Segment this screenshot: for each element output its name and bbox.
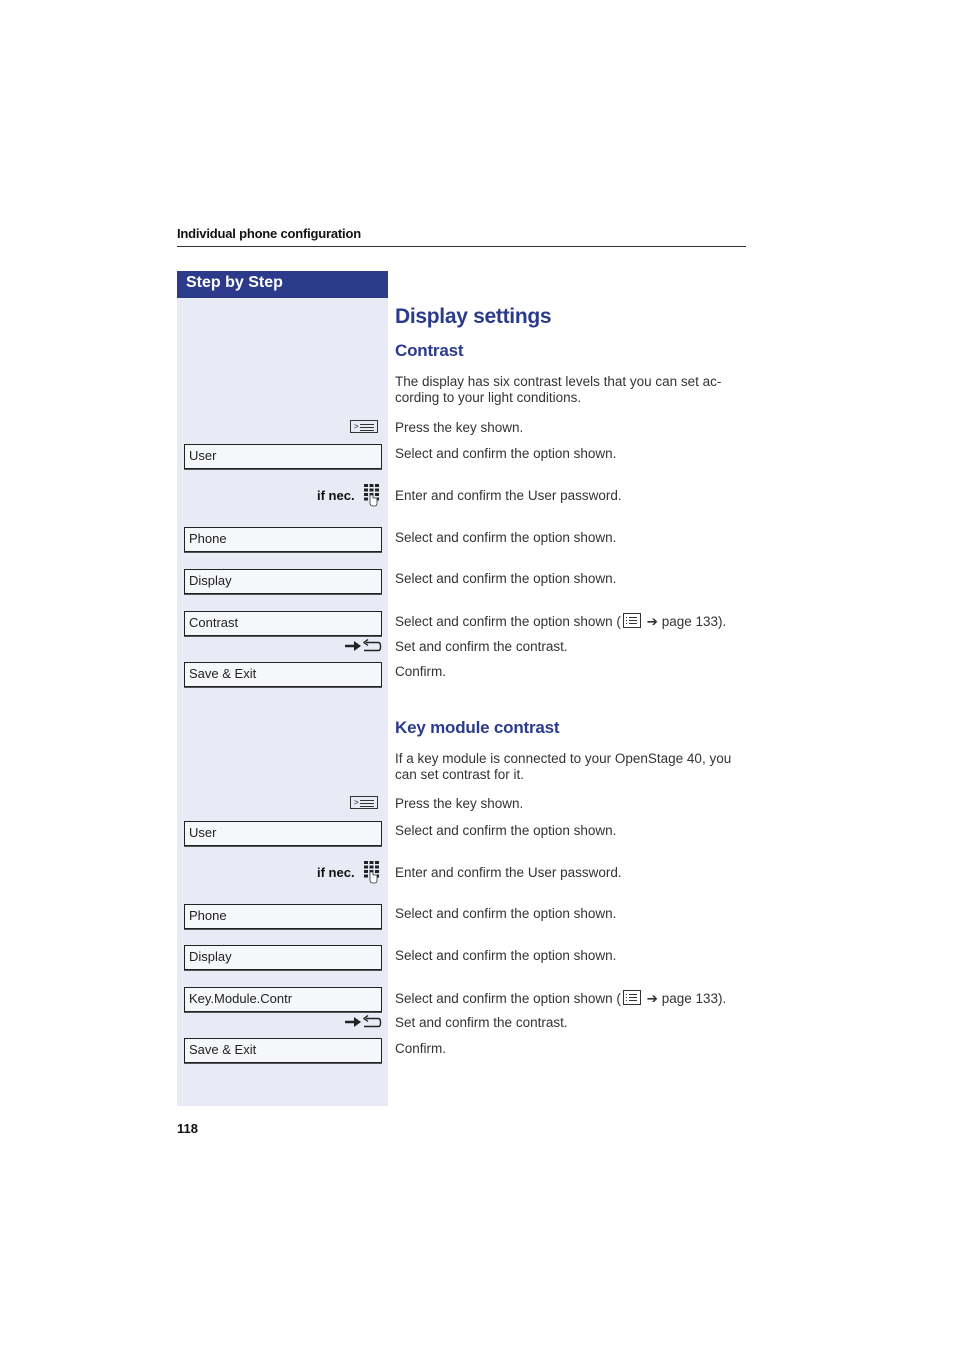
option-phone[interactable]: Phone bbox=[184, 527, 382, 552]
option-save-exit[interactable]: Save & Exit bbox=[184, 1038, 382, 1063]
step-text: Select and confirm the option shown. bbox=[395, 530, 617, 545]
option-display[interactable]: Display bbox=[184, 945, 382, 970]
step-text-with-reference bbox=[395, 613, 726, 630]
step-text: Select and confirm the option shown. bbox=[395, 571, 617, 586]
step-by-step-bar: Step by Step bbox=[177, 271, 388, 298]
section-intro-key-module: If a key module is connected to your OpenStage 40, you can set contrast for it. bbox=[395, 751, 732, 782]
option-save-exit[interactable]: Save & Exit bbox=[184, 662, 382, 687]
step-text: Set and confirm the contrast. bbox=[395, 639, 568, 654]
step-text: Enter and confirm the User password. bbox=[395, 865, 622, 880]
page-title: Display settings bbox=[395, 305, 552, 328]
keypad-icon bbox=[363, 860, 380, 884]
menu-key-icon: > bbox=[350, 420, 378, 433]
step-text: Select and confirm the option shown. bbox=[395, 823, 617, 838]
option-contrast[interactable]: Contrast bbox=[184, 611, 382, 636]
step-text: Press the key shown. bbox=[395, 796, 524, 811]
menu-reference-icon bbox=[623, 990, 641, 1005]
option-user[interactable]: User bbox=[184, 444, 382, 469]
section-heading-key-module: Key module contrast bbox=[395, 718, 560, 737]
menu-key-icon: > bbox=[350, 796, 378, 809]
option-user[interactable]: User bbox=[184, 821, 382, 846]
step-text: Select and confirm the option shown ( bbox=[395, 991, 621, 1006]
page-reference: ➔ page 133). bbox=[646, 614, 727, 629]
step-text: Select and confirm the option shown ( bbox=[395, 614, 621, 629]
menu-reference-icon bbox=[623, 613, 641, 628]
step-text: Confirm. bbox=[395, 1041, 447, 1056]
page-reference: ➔ page 133). bbox=[646, 991, 727, 1006]
header-rule bbox=[177, 246, 746, 247]
arrow-return-icon bbox=[344, 639, 382, 653]
step-text: Set and confirm the contrast. bbox=[395, 1015, 568, 1030]
step-text: Confirm. bbox=[395, 664, 447, 679]
step-text: Press the key shown. bbox=[395, 420, 524, 435]
option-phone[interactable]: Phone bbox=[184, 904, 382, 929]
option-display[interactable]: Display bbox=[184, 569, 382, 594]
if-nec-label: if nec. bbox=[317, 865, 355, 880]
section-heading-contrast: Contrast bbox=[395, 341, 464, 360]
step-text: Select and confirm the option shown. bbox=[395, 948, 617, 963]
arrow-return-icon bbox=[344, 1015, 382, 1029]
step-text: Select and confirm the option shown. bbox=[395, 446, 617, 461]
page-number: 118 bbox=[177, 1121, 198, 1136]
if-nec-label: if nec. bbox=[317, 488, 355, 503]
running-header: Individual phone configuration bbox=[177, 226, 361, 241]
step-text: Enter and confirm the User password. bbox=[395, 488, 622, 503]
step-text: Select and confirm the option shown. bbox=[395, 906, 617, 921]
section-intro-contrast: The display has six contrast levels that you can set ac-cording to your light conditions. bbox=[395, 374, 722, 405]
option-key-module-contr[interactable]: Key.Module.Contr bbox=[184, 987, 382, 1012]
keypad-icon bbox=[363, 483, 380, 507]
step-text-with-reference bbox=[395, 990, 726, 1007]
